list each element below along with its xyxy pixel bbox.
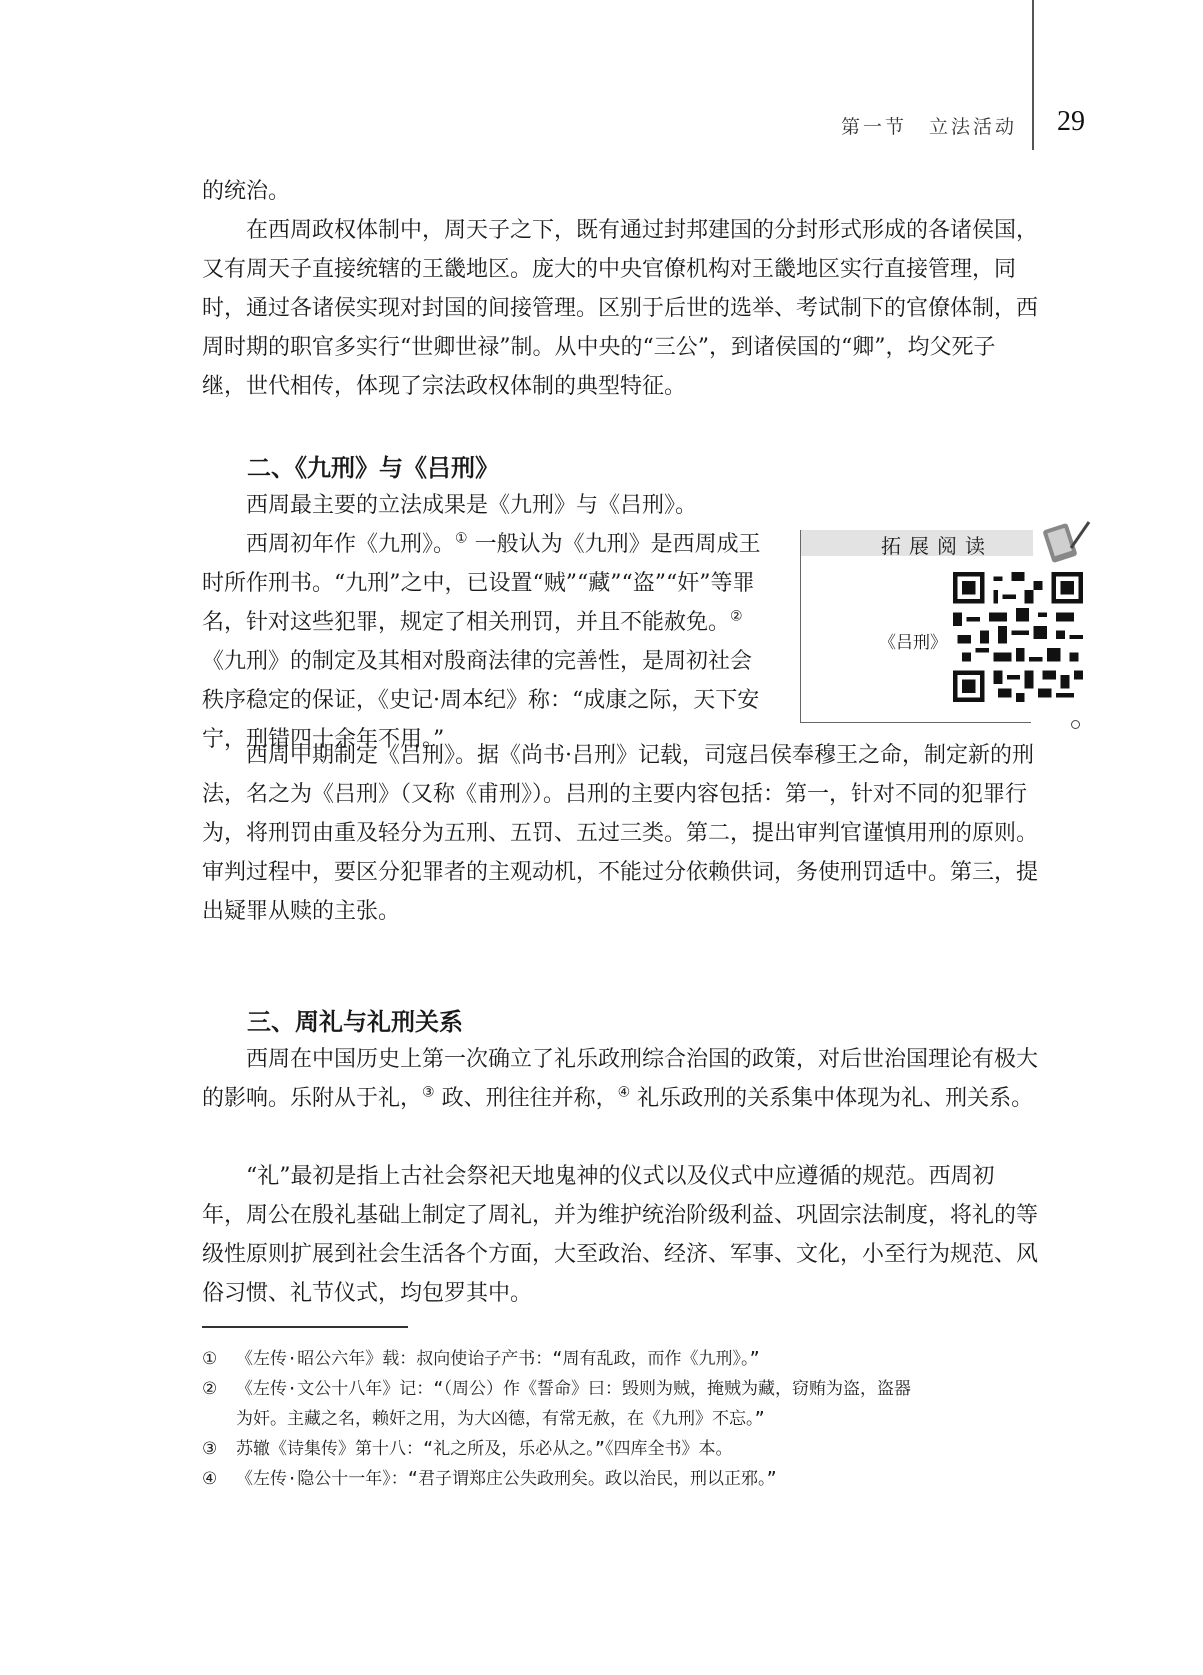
paragraph-2: 在西周政权体制中，周天子之下，既有通过封邦建国的分封形式形成的各诸侯国，又有周天子直接统辖的王畿地区。庞大的中央官僚机构对王畿地区实行直接管理，同时，通过各诸侯实现对封国的间接管理。区别于后世的选举、考试制下的官僚体制，西周时期的职官多实行“世卿世禄”制。从中央的“三公”，到诸侯国的“卿”，均父死子继，世代相传，体现了宗法政权体制的典型特征。 [202, 218, 1039, 399]
section-heading-2: 二、《九刑》与《吕刑》 [247, 454, 499, 482]
paragraph-6-text-b: 政、刑往往并称， [434, 1086, 618, 1111]
footnote-1 [202, 1344, 1038, 1374]
page-number: 29 [1057, 106, 1085, 137]
paragraph-3: 西周最主要的立法成果是《九刑》与《吕刑》。 [246, 493, 698, 518]
extended-reading-title: 拓展阅读 [881, 534, 993, 558]
paragraph-5: 西周中期制定《吕刑》。据《尚书·吕刑》记载，司寇吕侯奉穆王之命，制定新的刑法，名之为《吕刑》（又称《甫刑》）。吕刑的主要内容包括：第一，针对不同的犯罪行为，将刑罚由重及轻分为五刑、五罚、五过三类。第二，提出审判官谨慎用刑的原则。审判过程中，要区分犯罪者的主观动机，不能过分依赖供词，务使刑罚适中。第三，提出疑罪从赎的主张。 [202, 743, 1039, 924]
extended-reading-label: 《吕刑》 [879, 633, 947, 653]
paragraph-6-text-c: 礼乐政刑的关系集中体现为礼、刑关系。 [630, 1086, 1034, 1111]
footnote-number: ③ [202, 1439, 218, 1459]
footnote-4 [202, 1464, 1038, 1494]
footnote-ref-1[interactable]: ① [455, 530, 468, 547]
header-vertical-rule [1032, 0, 1034, 150]
footnote-text: 《左传·隐公十一年》：“君子谓郑庄公失政刑矣。政以治民，刑以正邪。” [236, 1469, 777, 1489]
extended-reading-marker [1071, 720, 1080, 729]
footnote-2 [202, 1374, 1038, 1404]
footnote-text: 苏辙《诗集传》第十八：“礼之所及，乐必从之。”《四库全书》本。 [236, 1439, 733, 1459]
paragraph-1: 的统治。 [202, 179, 291, 204]
paragraph-6-text-a: 西周在中国历史上第一次确立了礼乐政刑综合治国的政策，对后世治国理论有极大的影响。乐附从于礼， [202, 1047, 1039, 1111]
footnote-ref-2[interactable]: ② [730, 608, 743, 625]
footnote-number: ② [202, 1379, 218, 1399]
section-heading-3: 三、周礼与礼刑关系 [247, 1008, 463, 1036]
footnote-ref-4[interactable]: ④ [617, 1084, 631, 1101]
paragraph-4 [202, 525, 762, 759]
paragraph-6 [202, 1040, 1038, 1118]
paragraph-7: “礼”最初是指上古社会祭祀天地鬼神的仪式以及仪式中应遵循的规范。西周初年，周公在殷礼基础上制定了周礼，并为维护统治阶级利益、巩固宗法制度，将礼的等级性原则扩展到社会生活各个方面，大至政治、经济、军事、文化，小至行为规范、风俗习惯、礼节仪式，均包罗其中。 [202, 1164, 1039, 1306]
footnote-text: 《左传·文公十八年》记：“（周公）作《誓命》曰：毁则为贼，掩贼为藏，窃贿为盗，盗器 [236, 1379, 911, 1399]
paragraph-4-text-a: 西周初年作《九刑》。 [246, 532, 456, 557]
footnote-number: ④ [202, 1469, 218, 1489]
tablet-pen-icon [1041, 518, 1091, 564]
footnote-3 [202, 1434, 1038, 1464]
footnote-ref-3[interactable]: ③ [422, 1084, 435, 1101]
footnote-text: 《左传·昭公六年》载：叔向使诒子产书：“周有乱政，而作《九刑》。” [236, 1349, 760, 1369]
extended-reading-box [800, 530, 1031, 723]
paragraph-4-text-b: 一般认为《九刑》是西周成王时所作刑书。“九刑”之中，已设置“贼”“藏”“盗”“奸”等罪名，针对这些犯罪，规定了相关刑罚，并且不能赦免。 [202, 532, 761, 635]
running-header-section: 第一节 立法活动 [840, 116, 1017, 138]
footnote-number: ① [202, 1349, 218, 1369]
paragraph-4-text-c: 《九刑》的制定及其相对殷商法律的完善性，是周初社会秩序稳定的保证，《史记·周本纪》称：“成康之际，天下安宁，刑错四十余年不用。” [202, 649, 760, 752]
footnote-2-continuation: 为奸。主藏之名，赖奸之用，为大凶德，有常无赦，在《九刑》不忘。” [236, 1409, 765, 1429]
qr-code-icon[interactable] [953, 572, 1083, 702]
footnote-rule [202, 1326, 408, 1328]
